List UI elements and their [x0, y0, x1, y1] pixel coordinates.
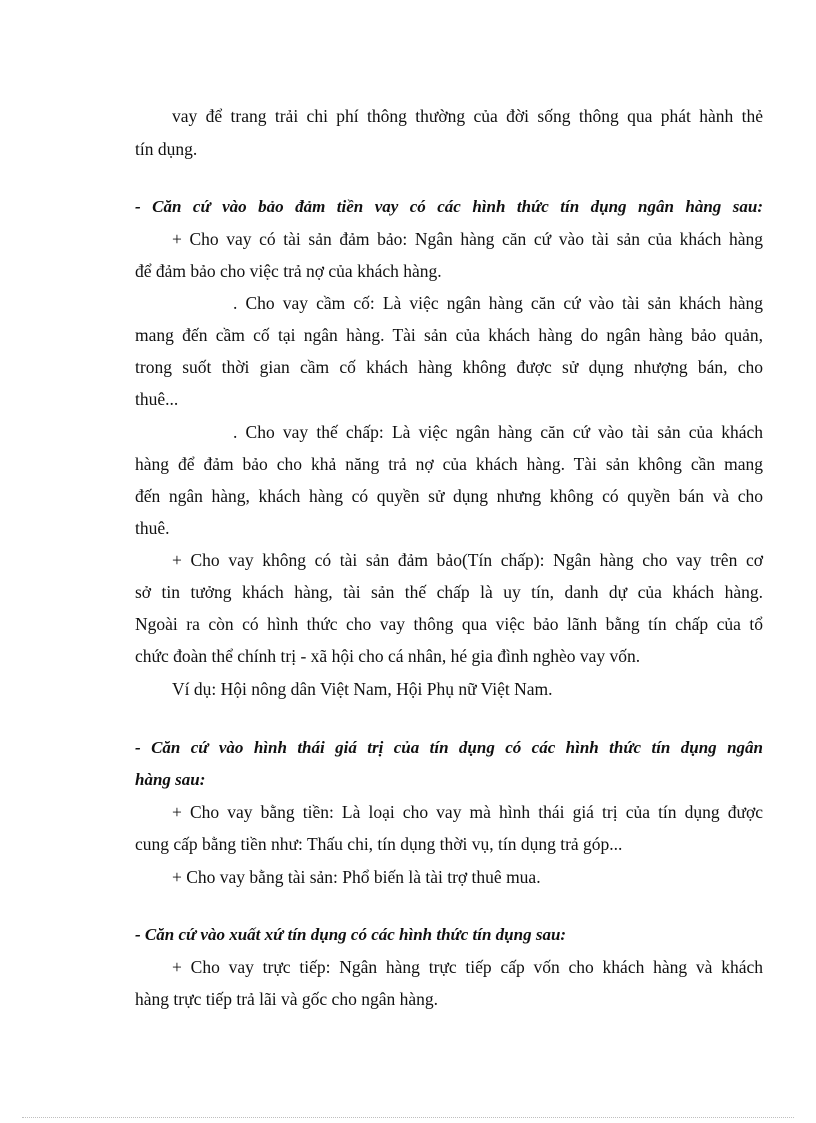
- paragraph-line: thuê...: [135, 389, 179, 409]
- section-heading: - Căn cứ vào xuất xứ tín dụng có các hình thức tín dụng sau:: [135, 925, 567, 944]
- section-heading: hàng sau:: [135, 770, 206, 789]
- paragraph-line: sở tin tưởng khách hàng, tài sản thế chấp là uy tín, danh dự của khách hàng.: [135, 582, 763, 602]
- paragraph-line: + Cho vay bằng tài sản: Phổ biến là tài trợ thuê mua.: [172, 867, 541, 887]
- section-heading: - Căn cứ vào bảo đảm tiền vay có các hình thức tín dụng ngân hàng sau:: [135, 197, 763, 216]
- paragraph-line: hàng trực tiếp trả lãi và gốc cho ngân hàng.: [135, 989, 438, 1009]
- paragraph-line: Ví dụ: Hội nông dân Việt Nam, Hội Phụ nữ Việt Nam.: [172, 679, 553, 699]
- paragraph-line: đến ngân hàng, khách hàng có quyền sử dụng nhưng không có quyền bán và cho: [135, 486, 763, 506]
- paragraph-line: chức đoàn thể chính trị - xã hội cho cá nhân, hé gia đình nghèo vay vốn.: [135, 646, 641, 666]
- paragraph-line: vay để trang trải chi phí thông thường của đời sống thông qua phát hành thẻ: [172, 106, 763, 126]
- paragraph-line: thuê.: [135, 518, 170, 538]
- paragraph-line: + Cho vay không có tài sản đảm bảo(Tín chấp): Ngân hàng cho vay trên cơ: [172, 550, 763, 570]
- paragraph-line: hàng để đảm bảo cho khả năng trả nợ của khách hàng. Tài sản không cần mang: [135, 454, 763, 474]
- paragraph-line: cung cấp bằng tiền như: Thấu chi, tín dụng thời vụ, tín dụng trả góp...: [135, 834, 623, 854]
- paragraph-line: mang đến cầm cố tại ngân hàng. Tài sản của khách hàng do ngân hàng bảo quản,: [135, 325, 763, 345]
- paragraph-line: trong suốt thời gian cầm cố khách hàng không được sử dụng nhượng bán, cho: [135, 357, 763, 377]
- paragraph-line: . Cho vay thế chấp: Là việc ngân hàng căn cứ vào tài sản của khách: [233, 422, 763, 442]
- paragraph-line: + Cho vay bằng tiền: Là loại cho vay mà hình thái giá trị của tín dụng được: [172, 802, 763, 822]
- paragraph-line: để đảm bảo cho việc trả nợ của khách hàng.: [135, 261, 442, 281]
- paragraph-line: . Cho vay cầm cố: Là việc ngân hàng căn cứ vào tài sản khách hàng: [233, 293, 763, 313]
- paragraph-line: + Cho vay trực tiếp: Ngân hàng trực tiếp cấp vốn cho khách hàng và khách: [172, 957, 763, 977]
- paragraph-line: + Cho vay có tài sản đảm bảo: Ngân hàng căn cứ vào tài sản của khách hàng: [172, 229, 763, 249]
- paragraph-line: Ngoài ra còn có hình thức cho vay thông qua việc bảo lãnh bằng tín chấp của tổ: [135, 614, 763, 634]
- paragraph-line: tín dụng.: [135, 139, 198, 159]
- section-heading: - Căn cứ vào hình thái giá trị của tín dụng có các hình thức tín dụng ngân: [135, 738, 763, 757]
- page-bottom-divider: [22, 1117, 794, 1118]
